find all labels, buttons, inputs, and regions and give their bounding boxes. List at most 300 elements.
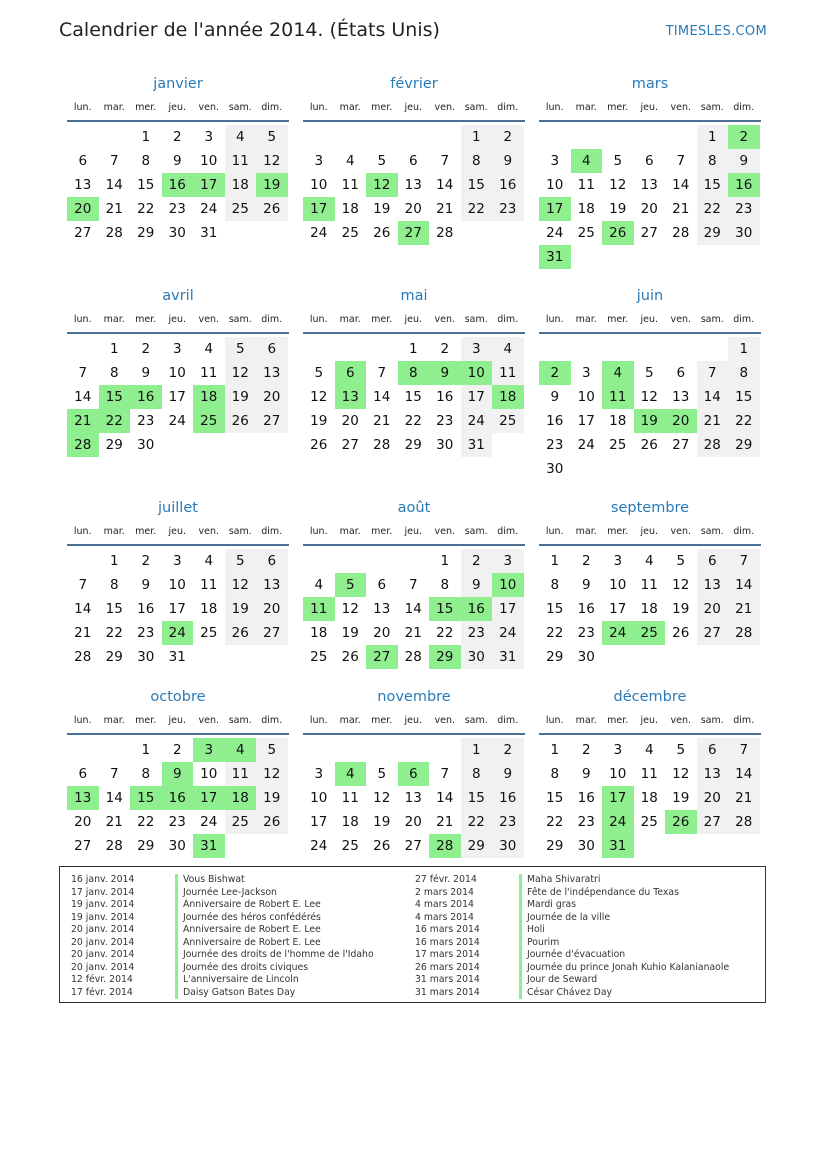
day-cell: 30 [168, 838, 186, 854]
weekday-label: jeu. [640, 102, 659, 113]
empty-cell [335, 125, 367, 149]
weekday-label: mer. [135, 102, 157, 113]
day-cell: 30 [137, 437, 155, 453]
week-row [67, 810, 289, 834]
holiday-day-cell: 29 [429, 645, 461, 669]
weekday-header [303, 98, 525, 120]
day-cell: 14 [436, 790, 454, 806]
day-cell: 8 [440, 577, 450, 593]
empty-cell [728, 834, 760, 858]
day-cell: 23 [492, 197, 524, 221]
week-row [539, 645, 761, 669]
day-cell: 19 [256, 786, 288, 810]
day-cell: 6 [377, 577, 387, 593]
day-cell: 21 [728, 786, 760, 810]
weekday-header [67, 711, 289, 733]
holiday-date: 4 mars 2014 [415, 899, 474, 910]
holiday-day-cell: 10 [492, 573, 524, 597]
week-row [67, 409, 289, 433]
weekday-label: mar. [575, 715, 597, 726]
day-cell: 11 [640, 766, 658, 782]
day-cell: 8 [461, 149, 493, 173]
holiday-list-column-1 [71, 874, 374, 999]
weekday-header [539, 711, 761, 733]
header-rule [539, 544, 761, 546]
empty-cell [303, 549, 335, 573]
holiday-entry [71, 962, 374, 975]
week-row [67, 433, 289, 457]
weekday-label: mer. [371, 102, 393, 113]
day-cell: 23 [577, 625, 595, 641]
holiday-date: 20 janv. 2014 [71, 949, 135, 960]
empty-cell [697, 457, 729, 481]
holiday-name: Anniversaire de Robert E. Lee [183, 899, 321, 910]
day-cell: 24 [492, 621, 524, 645]
day-cell: 16 [492, 173, 524, 197]
day-cell: 9 [141, 365, 151, 381]
holiday-day-cell: 25 [193, 409, 225, 433]
day-cell: 20 [404, 201, 422, 217]
month-9 [67, 683, 289, 858]
day-cell: 18 [577, 201, 595, 217]
day-cell: 20 [640, 201, 658, 217]
day-cell: 7 [440, 153, 450, 169]
weekday-label: sam. [228, 526, 252, 537]
day-cell: 17 [461, 385, 493, 409]
day-cell: 21 [672, 201, 690, 217]
holiday-day-cell: 5 [335, 573, 367, 597]
holiday-day-cell: 17 [602, 786, 634, 810]
weekday-label: lun. [545, 314, 564, 325]
day-cell: 22 [728, 409, 760, 433]
empty-cell [256, 834, 288, 858]
holiday-date: 17 janv. 2014 [71, 886, 135, 898]
day-cell: 30 [492, 834, 524, 858]
weekday-label: ven. [670, 526, 691, 537]
day-cell: 29 [137, 225, 155, 241]
day-cell: 20 [404, 814, 422, 830]
holiday-day-cell: 11 [303, 597, 335, 621]
weekday-label: mer. [607, 102, 629, 113]
weekday-label: mer. [371, 314, 393, 325]
day-cell: 31 [168, 649, 186, 665]
day-cell: 30 [728, 221, 760, 245]
empty-cell [697, 337, 729, 361]
header-rule [67, 120, 289, 122]
empty-cell [429, 125, 461, 149]
month-11 [539, 683, 761, 858]
day-cell: 23 [168, 201, 186, 217]
holiday-day-cell: 2 [728, 125, 760, 149]
empty-cell [728, 645, 760, 669]
day-cell: 22 [436, 625, 454, 641]
weekday-header [303, 711, 525, 733]
holiday-marker [175, 949, 178, 962]
week-row [303, 221, 525, 245]
day-cell: 29 [105, 437, 123, 453]
holiday-name: César Chávez Day [527, 986, 613, 998]
holiday-name: Journée d'évacuation [527, 949, 626, 960]
day-cell: 20 [373, 625, 391, 641]
month-10 [303, 683, 525, 858]
day-cell: 12 [225, 361, 257, 385]
holiday-day-cell: 2 [539, 361, 571, 385]
day-cell: 13 [256, 573, 288, 597]
holiday-day-cell: 13 [335, 385, 367, 409]
empty-cell [634, 245, 666, 269]
day-cell: 8 [550, 577, 560, 593]
month-6 [67, 494, 289, 669]
month-name: mars [631, 76, 669, 92]
weekday-header [539, 522, 761, 544]
day-cell: 25 [310, 649, 328, 665]
day-cell: 6 [78, 153, 88, 169]
weekday-label: ven. [434, 715, 455, 726]
week-row [67, 385, 289, 409]
day-cell: 3 [461, 337, 493, 361]
day-cell: 4 [492, 337, 524, 361]
holiday-day-cell: 20 [67, 197, 99, 221]
holiday-marker [175, 912, 178, 925]
holiday-day-cell: 31 [602, 834, 634, 858]
week-row [67, 337, 289, 361]
week-row [539, 549, 761, 573]
weekday-label: dim. [497, 314, 519, 325]
day-cell: 26 [672, 625, 690, 641]
holiday-entry [415, 912, 729, 925]
day-cell: 18 [609, 413, 627, 429]
day-cell: 24 [200, 814, 218, 830]
day-cell: 5 [256, 125, 288, 149]
day-cell: 7 [728, 738, 760, 762]
empty-cell [193, 433, 225, 457]
day-cell: 11 [341, 177, 359, 193]
empty-cell [256, 221, 288, 245]
day-cell: 2 [440, 341, 450, 357]
week-row [539, 457, 761, 481]
holiday-name: Journée Lee-Jackson [183, 886, 277, 898]
week-row [539, 597, 761, 621]
day-cell: 12 [225, 573, 257, 597]
weekday-label: jeu. [640, 526, 659, 537]
empty-cell [728, 245, 760, 269]
holiday-day-cell: 16 [130, 385, 162, 409]
week-row [539, 573, 761, 597]
day-cell: 11 [225, 149, 257, 173]
holiday-marker [519, 924, 522, 937]
day-cell: 8 [141, 153, 151, 169]
holiday-day-cell: 21 [67, 409, 99, 433]
week-row [539, 385, 761, 409]
day-cell: 5 [676, 553, 686, 569]
day-cell: 1 [461, 125, 493, 149]
week-row [303, 433, 525, 457]
week-row [303, 597, 525, 621]
holiday-entry [71, 987, 374, 1000]
day-cell: 19 [310, 413, 328, 429]
holiday-marker [519, 874, 522, 887]
day-cell: 4 [204, 553, 214, 569]
week-row [303, 173, 525, 197]
day-cell: 27 [74, 225, 92, 241]
day-cell: 5 [314, 365, 324, 381]
weekday-label: lun. [73, 314, 92, 325]
weekday-header [67, 98, 289, 120]
weekday-label: dim. [733, 526, 755, 537]
day-cell: 14 [672, 177, 690, 193]
empty-cell [225, 834, 257, 858]
day-cell: 9 [728, 149, 760, 173]
weekday-header [303, 522, 525, 544]
holiday-day-cell: 28 [429, 834, 461, 858]
empty-cell [571, 337, 603, 361]
holiday-day-cell: 15 [130, 786, 162, 810]
day-cell: 22 [137, 814, 155, 830]
day-cell: 5 [377, 766, 387, 782]
day-cell: 14 [105, 177, 123, 193]
day-cell: 29 [404, 437, 422, 453]
holiday-day-cell: 9 [162, 762, 194, 786]
day-cell: 7 [728, 549, 760, 573]
week-row [539, 149, 761, 173]
month-name: mai [400, 288, 428, 304]
day-cell: 5 [644, 365, 654, 381]
day-cell: 10 [546, 177, 564, 193]
holiday-day-cell: 27 [398, 221, 430, 245]
empty-cell [728, 457, 760, 481]
holiday-day-cell: 18 [492, 385, 524, 409]
day-cell: 9 [141, 577, 151, 593]
empty-cell [335, 738, 367, 762]
holiday-name: Journée des héros confédérés [183, 911, 321, 923]
empty-cell [303, 337, 335, 361]
holiday-day-cell: 31 [539, 245, 571, 269]
day-cell: 22 [546, 625, 564, 641]
day-cell: 27 [341, 437, 359, 453]
day-cell: 22 [546, 814, 564, 830]
holiday-day-cell: 26 [602, 221, 634, 245]
header-rule [303, 733, 525, 735]
day-cell: 10 [609, 577, 627, 593]
holiday-day-cell: 24 [162, 621, 194, 645]
day-cell: 2 [141, 553, 151, 569]
day-cell: 3 [172, 553, 182, 569]
holiday-name: Journée des droits de l'homme de l'Idaho [183, 949, 374, 960]
weekday-label: mar. [575, 314, 597, 325]
day-cell: 15 [697, 173, 729, 197]
holiday-day-cell: 16 [162, 786, 194, 810]
day-cell: 11 [341, 790, 359, 806]
day-cell: 23 [436, 413, 454, 429]
day-cell: 25 [577, 225, 595, 241]
day-cell: 3 [550, 153, 560, 169]
weekday-label: ven. [198, 102, 219, 113]
empty-cell [67, 738, 99, 762]
holiday-name: Pourim [527, 936, 560, 948]
day-cell: 10 [200, 766, 218, 782]
day-cell: 25 [341, 838, 359, 854]
holiday-marker [519, 887, 522, 900]
weekday-label: jeu. [404, 314, 423, 325]
empty-cell [193, 645, 225, 669]
day-cell: 7 [676, 153, 686, 169]
weekday-label: sam. [700, 526, 724, 537]
day-cell: 13 [74, 177, 92, 193]
weekday-label: sam. [228, 102, 252, 113]
day-cell: 12 [672, 766, 690, 782]
day-cell: 17 [609, 601, 627, 617]
holiday-list [59, 866, 766, 1003]
empty-cell [366, 738, 398, 762]
holiday-day-cell: 11 [602, 385, 634, 409]
weekday-label: dim. [261, 314, 283, 325]
day-cell: 1 [408, 341, 418, 357]
day-cell: 6 [676, 365, 686, 381]
day-cell: 24 [168, 413, 186, 429]
holiday-marker [175, 974, 178, 987]
weekday-label: lun. [73, 102, 92, 113]
week-row [303, 549, 525, 573]
header-rule [539, 332, 761, 334]
week-row [539, 810, 761, 834]
holiday-entry [415, 962, 729, 975]
holiday-day-cell: 4 [602, 361, 634, 385]
week-row [67, 786, 289, 810]
day-cell: 27 [640, 225, 658, 241]
holiday-marker [175, 874, 178, 887]
day-cell: 8 [697, 149, 729, 173]
day-cell: 5 [225, 337, 257, 361]
weekday-label: jeu. [404, 715, 423, 726]
weekday-label: ven. [670, 314, 691, 325]
holiday-marker [519, 974, 522, 987]
day-cell: 15 [404, 389, 422, 405]
brand-link[interactable]: TIMESLES.COM [665, 24, 767, 39]
day-cell: 13 [697, 762, 729, 786]
month-name: décembre [613, 689, 687, 705]
day-cell: 14 [74, 601, 92, 617]
day-cell: 29 [546, 838, 564, 854]
empty-cell [665, 245, 697, 269]
day-cell: 10 [168, 365, 186, 381]
day-cell: 13 [256, 361, 288, 385]
day-cell: 28 [672, 225, 690, 241]
weekday-label: mar. [103, 314, 125, 325]
day-cell: 20 [697, 597, 729, 621]
holiday-entry [415, 887, 729, 900]
holiday-day-cell: 22 [99, 409, 131, 433]
day-cell: 29 [546, 649, 564, 665]
holiday-name: Mardi gras [527, 899, 577, 910]
empty-cell [366, 549, 398, 573]
day-cell: 18 [640, 601, 658, 617]
day-cell: 27 [74, 838, 92, 854]
day-cell: 13 [404, 177, 422, 193]
header-rule [303, 332, 525, 334]
day-cell: 11 [200, 365, 218, 381]
empty-cell [665, 457, 697, 481]
day-cell: 21 [105, 814, 123, 830]
weekday-label: dim. [261, 715, 283, 726]
weekday-label: mar. [339, 526, 361, 537]
day-cell: 1 [109, 341, 119, 357]
day-cell: 27 [672, 437, 690, 453]
month-5 [539, 282, 761, 481]
empty-cell [225, 645, 257, 669]
day-cell: 18 [341, 814, 359, 830]
weekday-label: dim. [497, 102, 519, 113]
day-cell: 7 [109, 153, 119, 169]
week-row [303, 385, 525, 409]
day-cell: 30 [436, 437, 454, 453]
weekday-label: lun. [545, 102, 564, 113]
day-cell: 16 [436, 389, 454, 405]
holiday-marker [519, 949, 522, 962]
day-cell: 29 [461, 834, 493, 858]
day-cell: 1 [141, 129, 151, 145]
week-row [303, 573, 525, 597]
weekday-label: mer. [135, 715, 157, 726]
holiday-name: Jour de Seward [527, 974, 598, 985]
weekday-label: sam. [228, 715, 252, 726]
month-3 [67, 282, 289, 457]
day-cell: 27 [697, 810, 729, 834]
day-cell: 16 [577, 790, 595, 806]
weekday-label: ven. [670, 715, 691, 726]
day-cell: 24 [461, 409, 493, 433]
holiday-marker [175, 887, 178, 900]
holiday-marker [175, 924, 178, 937]
week-row [67, 549, 289, 573]
week-row [539, 361, 761, 385]
day-cell: 5 [225, 549, 257, 573]
weekday-label: jeu. [168, 526, 187, 537]
month-2 [539, 70, 761, 269]
day-cell: 30 [577, 838, 595, 854]
holiday-date: 17 févr. 2014 [71, 986, 133, 998]
weekday-label: sam. [700, 715, 724, 726]
day-cell: 28 [74, 649, 92, 665]
header-rule [539, 120, 761, 122]
holiday-day-cell: 13 [67, 786, 99, 810]
day-cell: 14 [74, 389, 92, 405]
empty-cell [634, 337, 666, 361]
empty-cell [303, 738, 335, 762]
month-0 [67, 70, 289, 245]
holiday-day-cell: 15 [429, 597, 461, 621]
day-cell: 10 [577, 389, 595, 405]
day-cell: 14 [728, 573, 760, 597]
weekday-label: ven. [670, 102, 691, 113]
holiday-day-cell: 16 [461, 597, 493, 621]
empty-cell [99, 125, 131, 149]
week-row [539, 337, 761, 361]
weekday-label: dim. [261, 102, 283, 113]
holiday-day-cell: 19 [256, 173, 288, 197]
month-name: septembre [610, 500, 690, 516]
day-cell: 5 [377, 153, 387, 169]
day-cell: 1 [461, 738, 493, 762]
weekday-label: mer. [135, 526, 157, 537]
month-name: février [390, 76, 438, 92]
day-cell: 28 [436, 225, 454, 241]
holiday-entry [415, 974, 729, 987]
holiday-day-cell: 24 [602, 810, 634, 834]
day-cell: 11 [492, 361, 524, 385]
holiday-date: 26 mars 2014 [415, 961, 480, 973]
weekday-label: dim. [733, 102, 755, 113]
holiday-date: 16 mars 2014 [415, 924, 480, 935]
